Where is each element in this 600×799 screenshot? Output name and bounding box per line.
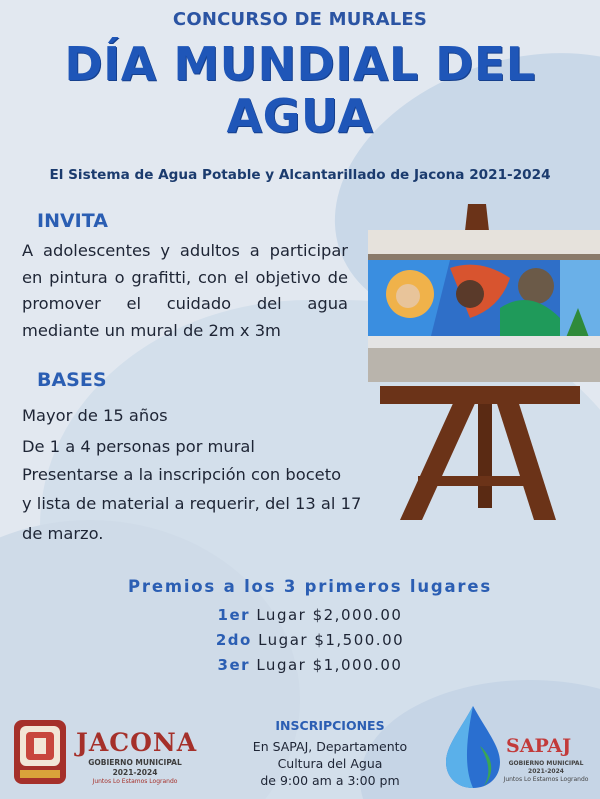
title-line-1: DÍA MUNDIAL DEL <box>64 37 536 91</box>
bases-line: De 1 a 4 personas por mural <box>22 437 255 456</box>
title-line-2: AGUA <box>226 89 374 143</box>
prize-place: 3er <box>217 656 251 674</box>
sapaj-logo-line: 2021-2024 <box>528 768 564 775</box>
prize-item <box>0 606 600 624</box>
mural-photo <box>368 230 600 382</box>
contest-label: CONCURSO DE MURALES <box>172 9 428 30</box>
sapaj-logo-name: SAPAJ <box>506 735 572 757</box>
prize-amount: Lugar $1,000.00 <box>256 656 403 674</box>
subtitle: El Sistema de Agua Potable y Alcantarillado de Jacona 2021-2024 <box>49 167 551 183</box>
inscripciones-line: de 9:00 am a 3:00 pm <box>260 773 400 788</box>
prizes-heading: Premios a los 3 primeros lugares <box>128 577 492 596</box>
jacona-logo-line: GOBIERNO MUNICIPAL <box>88 758 182 767</box>
jacona-logo-name: JACONA <box>76 728 198 757</box>
bases-line: Mayor de 15 años <box>22 406 168 425</box>
easel-shelf <box>380 386 580 404</box>
easel-back-leg <box>478 388 492 508</box>
bases-line: y lista de material a requerir, del 13 al 17 <box>22 494 362 513</box>
prize-amount: Lugar $1,500.00 <box>258 631 405 649</box>
invita-text: A adolescentes y adultos a participar en pintura o grafitti, con el objetivo de promover el cuidado del agua mediante un mural de 2m x 3m <box>22 241 348 340</box>
invita-heading: INVITA <box>37 210 108 232</box>
prize-amount: Lugar $2,000.00 <box>256 606 403 624</box>
prize-place: 2do <box>215 631 252 649</box>
easel-right-leg <box>492 388 556 520</box>
bases-line: de marzo. <box>22 524 104 543</box>
inscripciones-line: En SAPAJ, Departamento <box>252 739 408 754</box>
jacona-shield-icon <box>12 718 68 786</box>
jacona-logo-line: 2021-2024 <box>112 768 158 777</box>
page-title <box>0 38 600 142</box>
easel-crossbar <box>418 476 542 486</box>
prize-place: 1er <box>217 606 251 624</box>
jacona-logo-line: Juntos Lo Estamos Logrando <box>92 778 178 785</box>
easel-mural-illustration <box>360 198 600 528</box>
prize-item <box>0 656 600 674</box>
water-drop-icon <box>440 702 506 790</box>
inscripciones-line: Cultura del Agua <box>277 756 383 771</box>
bases-line: Presentarse a la inscripción con boceto <box>22 465 342 484</box>
bases-heading: BASES <box>37 369 107 391</box>
inscripciones-heading: INSCRIPCIONES <box>275 718 385 733</box>
easel-left-leg <box>400 388 482 520</box>
sapaj-logo-line: GOBIERNO MUNICIPAL <box>508 760 584 767</box>
sapaj-logo-line: Juntos Lo Estamos Logrando <box>503 776 589 783</box>
prize-item <box>0 631 600 649</box>
